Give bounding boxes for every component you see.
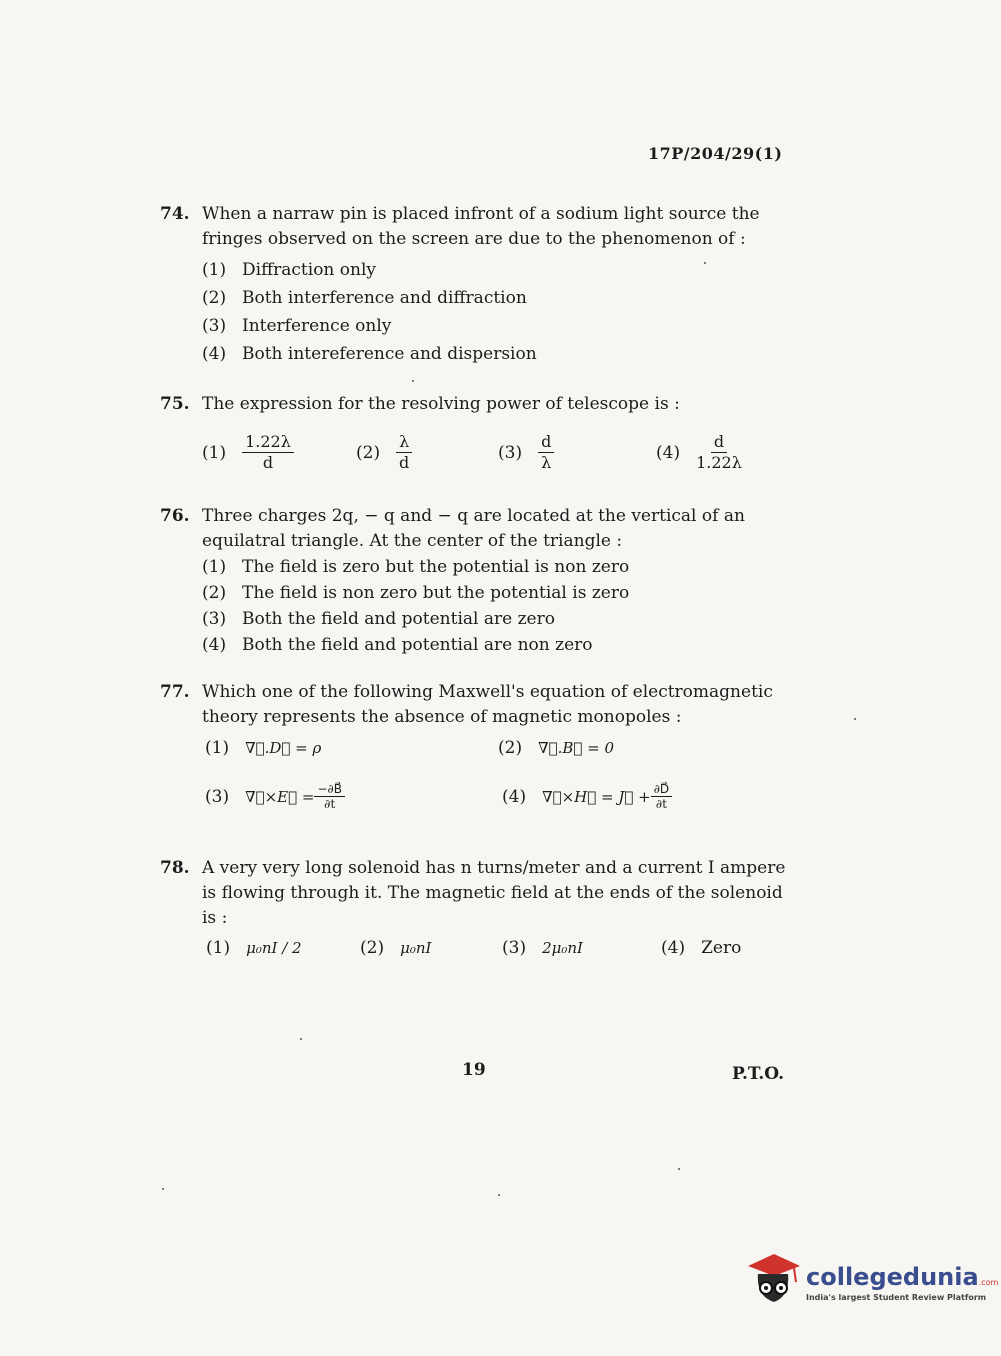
fraction: $\frac{d}{\lambda}$ <box>538 432 554 473</box>
pto-label: P.T.O. <box>732 1064 784 1084</box>
collegedunia-watermark <box>744 1252 998 1312</box>
option: (1) μ₀nI / 2 <box>206 938 302 958</box>
option: (1) $\frac{1.22\lambda}{d}$ <box>202 432 294 473</box>
brand-suffix: .com <box>978 1277 999 1287</box>
option: (4) $\frac{d}{1.22\lambda}$ <box>656 432 742 472</box>
option: (2) $\frac{\lambda}{d}$ <box>356 432 412 473</box>
option: (3) $\frac{d}{\lambda}$ <box>498 432 554 473</box>
question-number: 75. <box>160 394 190 414</box>
page-number: 19 <box>462 1060 486 1080</box>
brand-name: collegedunia <box>806 1262 979 1291</box>
option: (4) Both intereference and dispersion <box>202 343 537 364</box>
scan-speck <box>704 262 706 264</box>
question-text: Which one of the following Maxwell's equation of electromagnetic theory represents the absence of magnetic monopoles : <box>202 682 773 727</box>
fraction: $\frac{\partial D⃗}{\partial t}$ <box>651 782 672 811</box>
question-number: 76. <box>160 506 190 526</box>
option: (3) 2μ₀nI <box>502 938 583 958</box>
question-78 <box>160 856 790 931</box>
option: (4) Both the field and potential are non zero <box>202 634 593 655</box>
scan-speck <box>162 1188 164 1190</box>
question-number: 77. <box>160 682 190 702</box>
option: (2) Both interference and diffraction <box>202 287 527 308</box>
option: (3) Both the field and potential are zero <box>202 608 555 629</box>
scan-speck <box>678 1168 680 1170</box>
question-77 <box>160 680 790 730</box>
options-list <box>202 256 790 368</box>
fraction: $\frac{1.22\lambda}{d}$ <box>242 432 294 473</box>
paper-code: 17P/204/29(1) <box>648 144 783 163</box>
scan-speck <box>412 380 414 382</box>
scan-speck <box>300 1038 302 1040</box>
question-75 <box>160 392 790 417</box>
fraction: $\frac{\lambda}{d}$ <box>396 432 412 473</box>
question-text: Three charges 2q, − q and − q are located at the vertical of an equilatral triangle. At the center of the triangle : <box>202 506 745 551</box>
option: (3) Interference only <box>202 315 392 336</box>
option: (2) ∇⃗.B⃗ = 0 <box>498 738 615 758</box>
question-74 <box>160 202 790 368</box>
student-mascot-icon <box>744 1252 802 1312</box>
fraction: $\frac{d}{1.22\lambda}$ <box>696 432 742 472</box>
option: (1) The field is zero but the potential is non zero <box>202 556 630 577</box>
option: (4) ∇⃗×H⃗ = J⃗ + $\frac{\partial D⃗}{\partial t}$ <box>502 782 672 811</box>
option: (3) ∇⃗×E⃗ = $\frac{-\partial B⃗}{\partial t}$ <box>205 782 345 811</box>
scan-speck <box>498 1194 500 1196</box>
option: (4) Zero <box>661 938 742 958</box>
option: (2) μ₀nI <box>360 938 432 958</box>
option: (1) Diffraction only <box>202 259 377 280</box>
brand-tagline: India's largest Student Review Platform <box>806 1292 987 1302</box>
scan-speck <box>854 718 856 720</box>
question-number: 74. <box>160 204 190 224</box>
question-76 <box>160 504 790 658</box>
fraction: $\frac{-\partial B⃗}{\partial t}$ <box>314 782 345 811</box>
question-text: When a narraw pin is placed infront of a sodium light source the fringes observed on the screen are due to the phenomenon of : <box>202 204 760 249</box>
question-text: A very very long solenoid has n turns/meter and a current I ampere is flowing through it. The magnetic field at the ends of the solenoid is : <box>202 858 786 928</box>
option: (1) ∇⃗.D⃗ = ρ <box>205 738 322 758</box>
question-number: 78. <box>160 858 190 878</box>
options-list <box>202 554 790 658</box>
question-text: The expression for the resolving power of telescope is : <box>202 394 680 414</box>
option: (2) The field is non zero but the potential is zero <box>202 582 630 603</box>
